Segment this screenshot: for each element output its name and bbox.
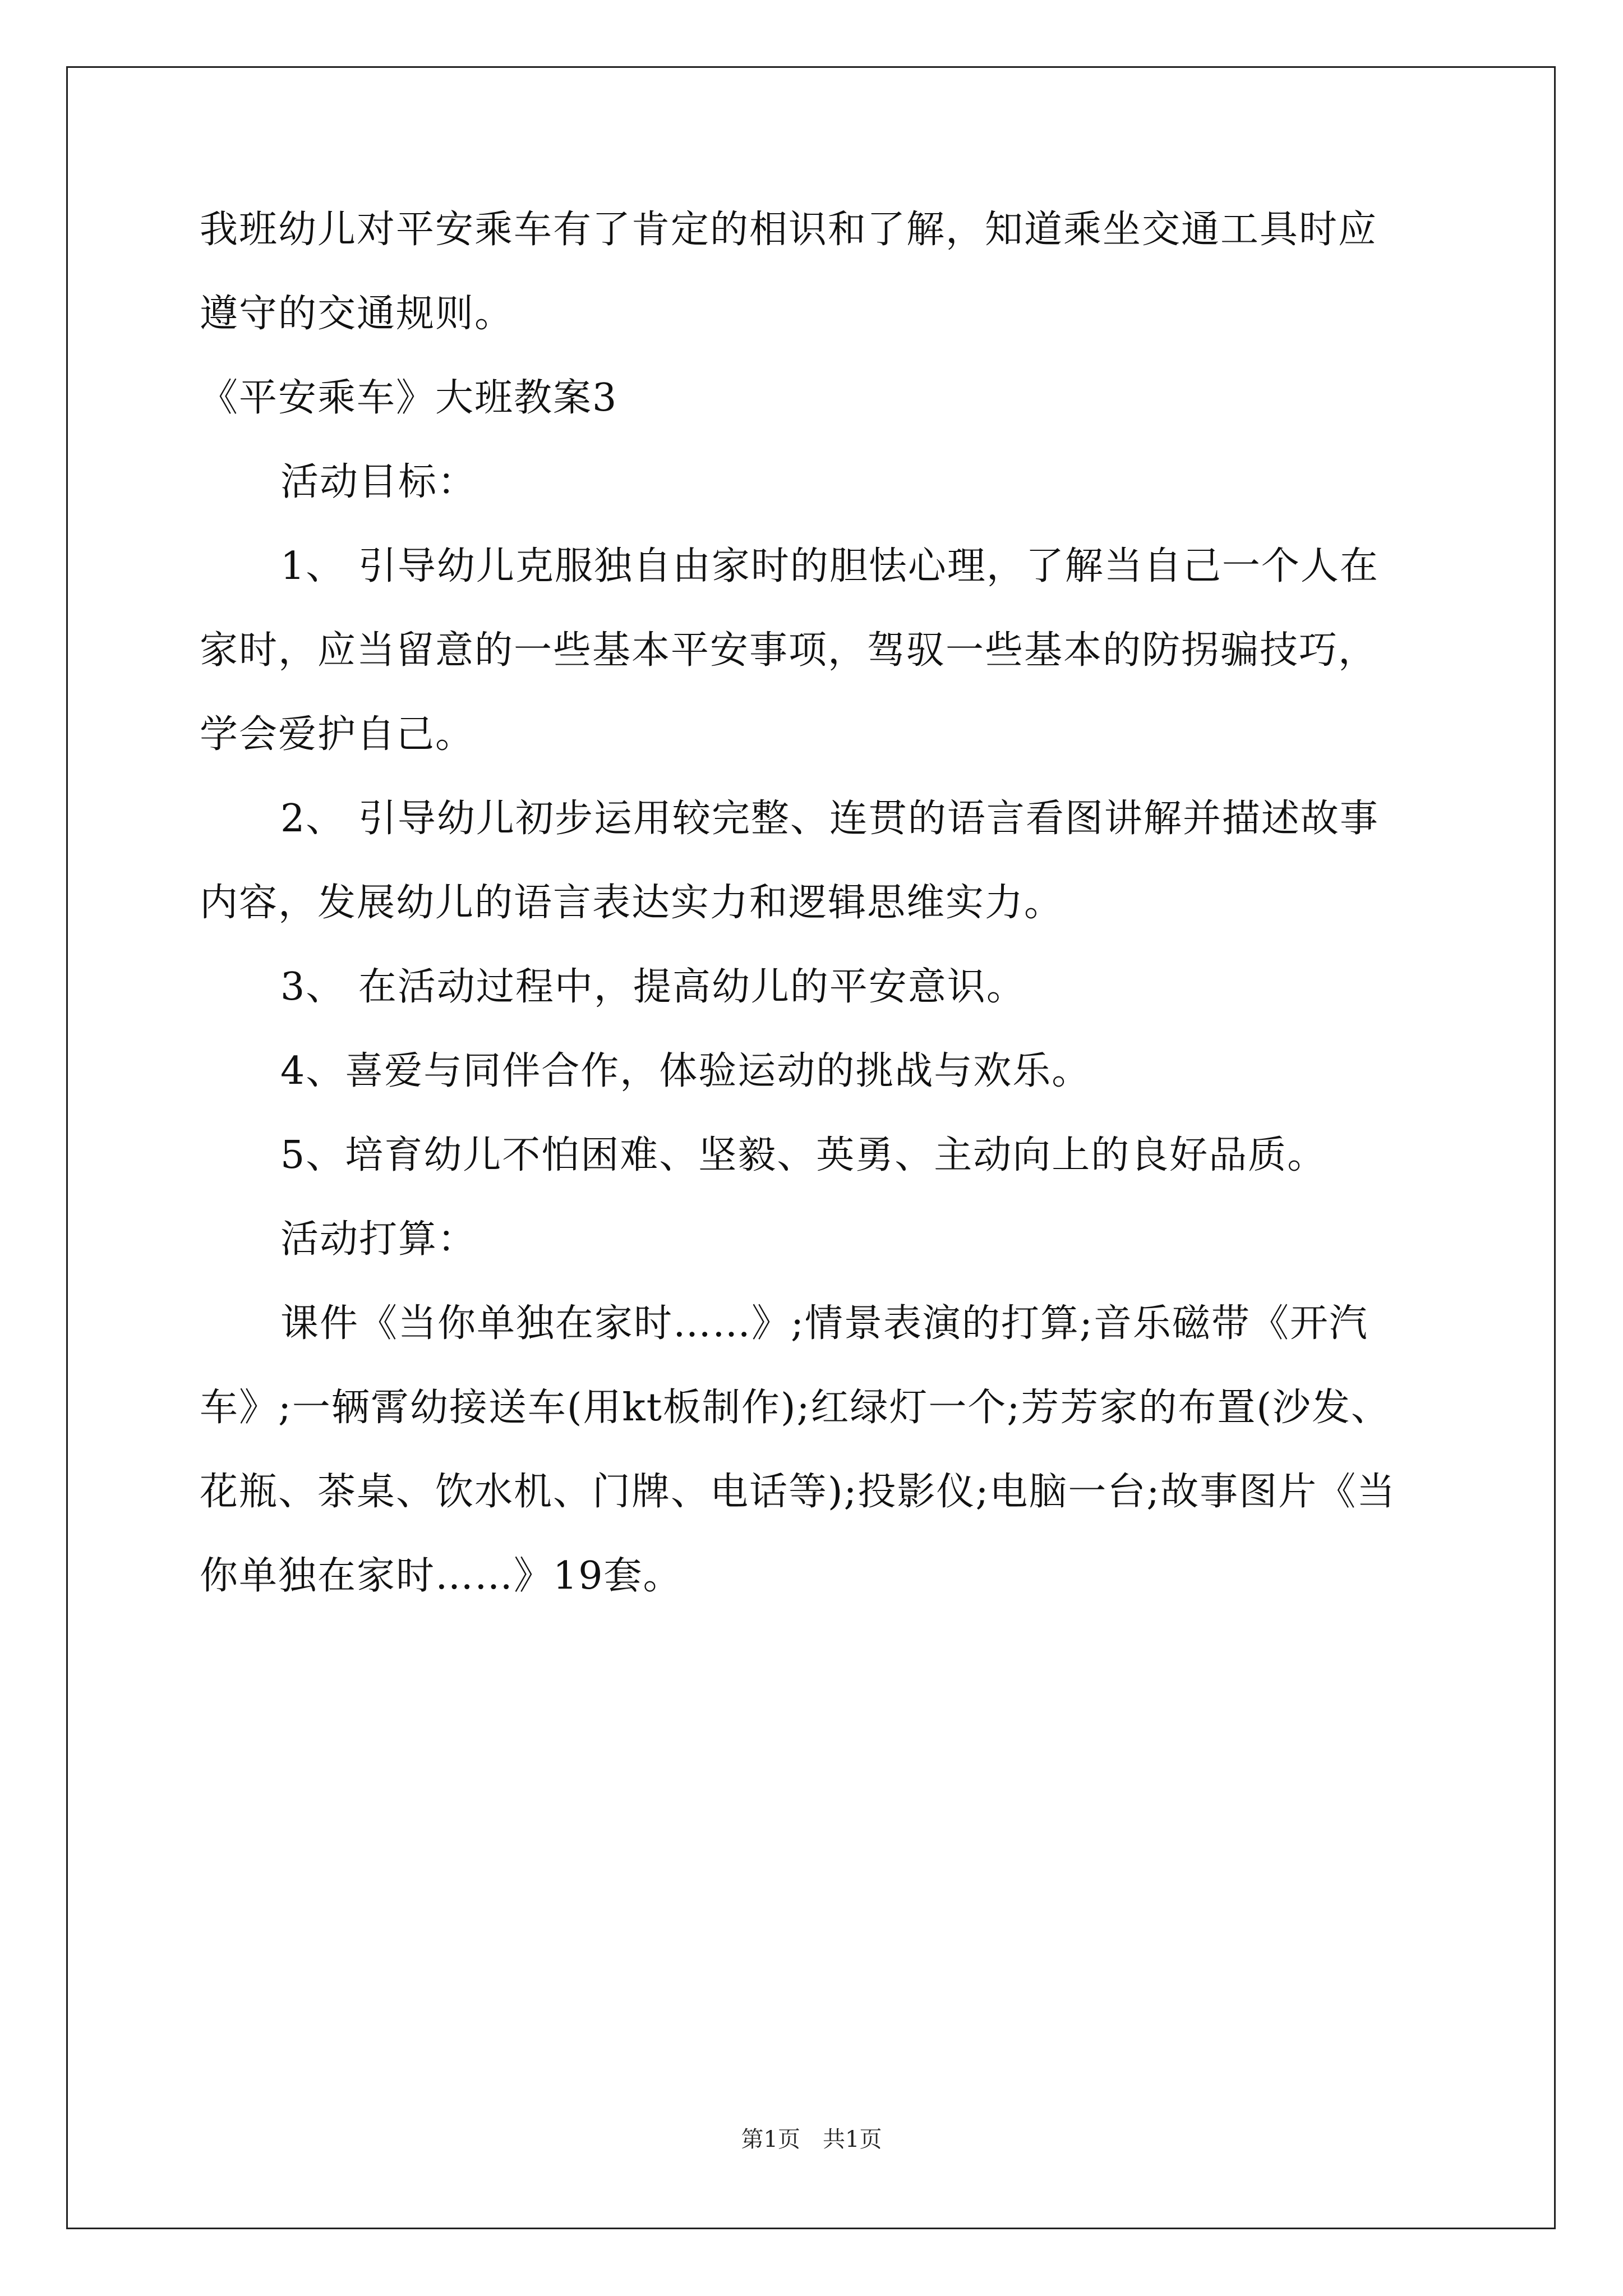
paragraph-line: 遵守的交通规则。 <box>200 292 514 336</box>
subheading-activity-goals: 活动目标： <box>280 460 477 504</box>
paragraph-line: 内容，发展幼儿的语言表达实力和逻辑思维实力。 <box>200 881 1064 925</box>
paragraph-line: 学会爱护自己。 <box>200 712 475 757</box>
subheading-activity-preparation: 活动打算： <box>280 1217 477 1262</box>
paragraph-line: 家时，应当留意的一些基本平安事项，驾驭一些基本的防拐骗技巧， <box>200 628 1378 673</box>
paragraph-line: 3、 在活动过程中，提高幼儿的平安意识。 <box>280 965 1026 1009</box>
paragraph-line: 我班幼儿对平安乘车有了肯定的相识和了解，知道乘坐交通工具时应 <box>200 208 1378 252</box>
section-heading: 《平安乘车》大班教案3 <box>200 376 618 420</box>
paragraph-line: 花瓶、茶桌、饮水机、门牌、电话等);投影仪;电脑一台;故事图片《当 <box>200 1470 1396 1514</box>
paragraph-line: 5、培育幼儿不怕困难、坚毅、英勇、主动向上的良好品质。 <box>280 1133 1327 1177</box>
paragraph-line: 1、 引导幼儿克服独自由家时的胆怯心理，了解当自己一个人在 <box>280 544 1379 588</box>
paragraph-line: 你单独在家时……》19套。 <box>200 1554 683 1598</box>
paragraph-line: 课件《当你单独在家时……》;情景表演的打算;音乐磁带《开汽 <box>280 1301 1368 1346</box>
paragraph-line: 4、喜爱与同伴合作，体验运动的挑战与欢乐。 <box>280 1049 1091 1093</box>
page-footer: 第1页 共1页 <box>741 2127 882 2152</box>
paragraph-line: 2、 引导幼儿初步运用较完整、连贯的语言看图讲解并描述故事 <box>280 797 1379 841</box>
paragraph-line: 车》;一辆霄幼接送车(用kt板制作);红绿灯一个;芳芳家的布置(沙发、 <box>200 1386 1390 1430</box>
